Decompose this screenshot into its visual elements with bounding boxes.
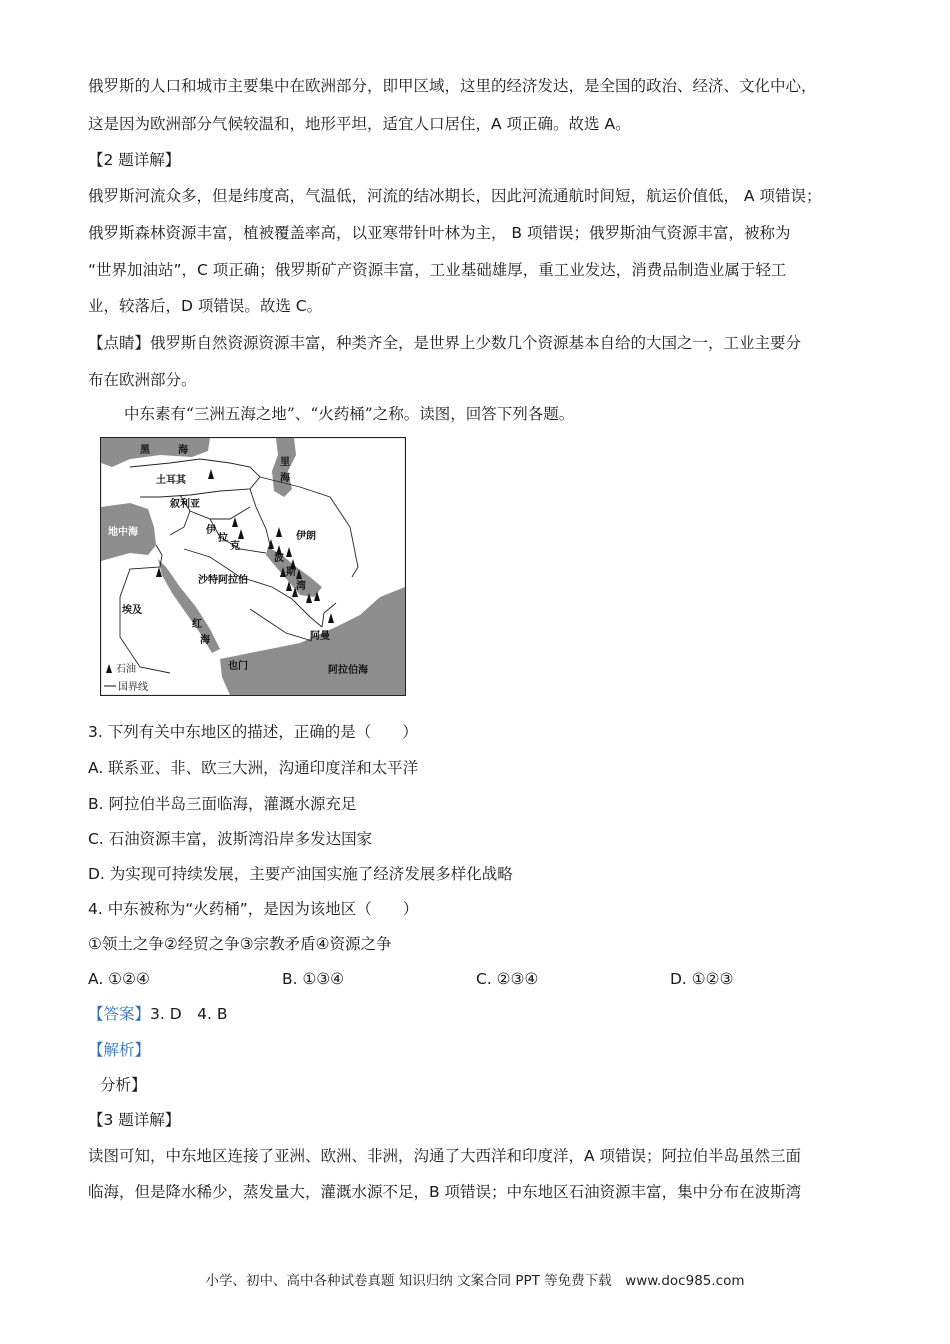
q3-detail-line1: 读图可知，中东地区连接了亚洲、欧洲、非洲，沟通了大西洋和印度洋，A 项错误；阿拉伯半岛虽然三面 [88,1147,802,1165]
q4-option-d: D. ①②③ [670,970,734,988]
map-label-iran: 伊朗 [296,531,316,542]
analysis-label: 【解析】 [88,1041,151,1059]
para1-line1: 俄罗斯的人口和城市主要集中在欧洲部分，即甲区域，这里的经济发达，是全国的政治、经济、文化中心， [88,77,817,95]
map-label-mediterranean: 地中海 [108,527,138,538]
map-label-iraq-1: 伊 [206,525,216,536]
q2-line4: 业，较落后，D 项错误。故选 C。 [88,297,323,315]
q3-option-d: D. 为实现可持续发展，主要产油国实施了经济发展多样化战略 [88,865,513,883]
q3-option-c: C. 石油资源丰富，波斯湾沿岸多发达国家 [88,830,373,848]
map-label-iraq-3: 克 [230,541,240,552]
map-label-red-1: 红 [192,619,202,630]
map-label-persian-1: 波 [274,553,284,564]
q3-stem: 3. 下列有关中东地区的描述，正确的是（ ） [88,723,418,741]
para1-line2: 这是因为欧洲部分气候较温和，地形平坦，适宜人口居住，A 项正确。故选 A。 [88,115,631,133]
map-label-arabian-sea: 阿拉伯海 [328,665,368,676]
answer-label: 【答案】 [88,1005,151,1023]
map-label-red-2: 海 [200,635,210,646]
legend-border-label: 国界线 [118,682,148,693]
analysis-sub: 分析】 [100,1076,147,1094]
map-label-yemen: 也门 [228,661,248,672]
map-label-persian-3: 湾 [296,581,306,592]
q4-option-a: A. ①②④ [88,970,150,988]
tip-line2: 布在欧洲部分。 [88,371,197,389]
map-label-syria: 叙利亚 [170,499,200,510]
map-label-oman: 阿曼 [310,631,330,642]
q3-option-a: A. 联系亚、非、欧三大洲，沟通印度洋和太平洋 [88,759,419,777]
q4-option-b: B. ①③④ [282,970,345,988]
q2-heading: 【2 题详解】 [88,151,181,169]
q2-line1: 俄罗斯河流众多，但是纬度高，气温低，河流的结冰期长，因此河流通航时间短，航运价值低， A 项错误； [88,187,822,205]
map-label-turkey: 土耳其 [156,475,186,486]
q4-items: ①领土之争②经贸之争③宗教矛盾④资源之争 [88,935,392,953]
legend-oil-label: 石油 [116,664,136,675]
map-label-saudi: 沙特阿拉伯 [198,575,248,586]
page-footer[interactable]: 小学、初中、高中各种试卷真题 知识归纳 文案合同 PPT 等免费下载 www.doc985.com [205,1273,745,1289]
q4-stem: 4. 中东被称为“火药桶”，是因为该地区（ ） [88,900,419,918]
middle-east-map [100,437,406,696]
map-label-black-2: 海 [178,445,188,456]
answer-line [88,1004,228,1024]
q3-detail-heading: 【3 题详解】 [88,1111,181,1129]
map-label-persian-2: 斯 [286,567,296,578]
tip-line1: 【点睛】俄罗斯自然资源资源丰富，种类齐全，是世界上少数几个资源基本自给的大国之一，工业主要分 [88,334,802,352]
q2-line2: 俄罗斯森林资源丰富，植被覆盖率高，以亚寒带针叶林为主， B 项错误；俄罗斯油气资源丰富，被称为 [88,224,791,242]
q3-detail-line2: 临海，但是降水稀少，蒸发量大，灌溉水源不足，B 项错误；中东地区石油资源丰富，集中分布在波斯湾 [88,1183,802,1201]
map-label-caspian-2: 海 [280,473,290,484]
map-label-caspian-1: 里 [280,457,290,468]
map-label-egypt: 埃及 [122,605,142,616]
intro-text: 中东素有“三洲五海之地”、“火药桶”之称。读图，回答下列各题。 [124,405,575,423]
q3-option-b: B. 阿拉伯半岛三面临海，灌溉水源充足 [88,795,357,813]
map-label-iraq-2: 拉 [218,533,228,544]
q2-line3: “世界加油站”，C 项正确；俄罗斯矿产资源丰富，工业基础雄厚，重工业发达，消费品制造业属于轻工 [88,261,787,279]
q4-option-c: C. ②③④ [476,970,539,988]
answer-text: 3. D 4. B [150,1005,228,1023]
map-label-black-1: 黑 [140,445,150,456]
